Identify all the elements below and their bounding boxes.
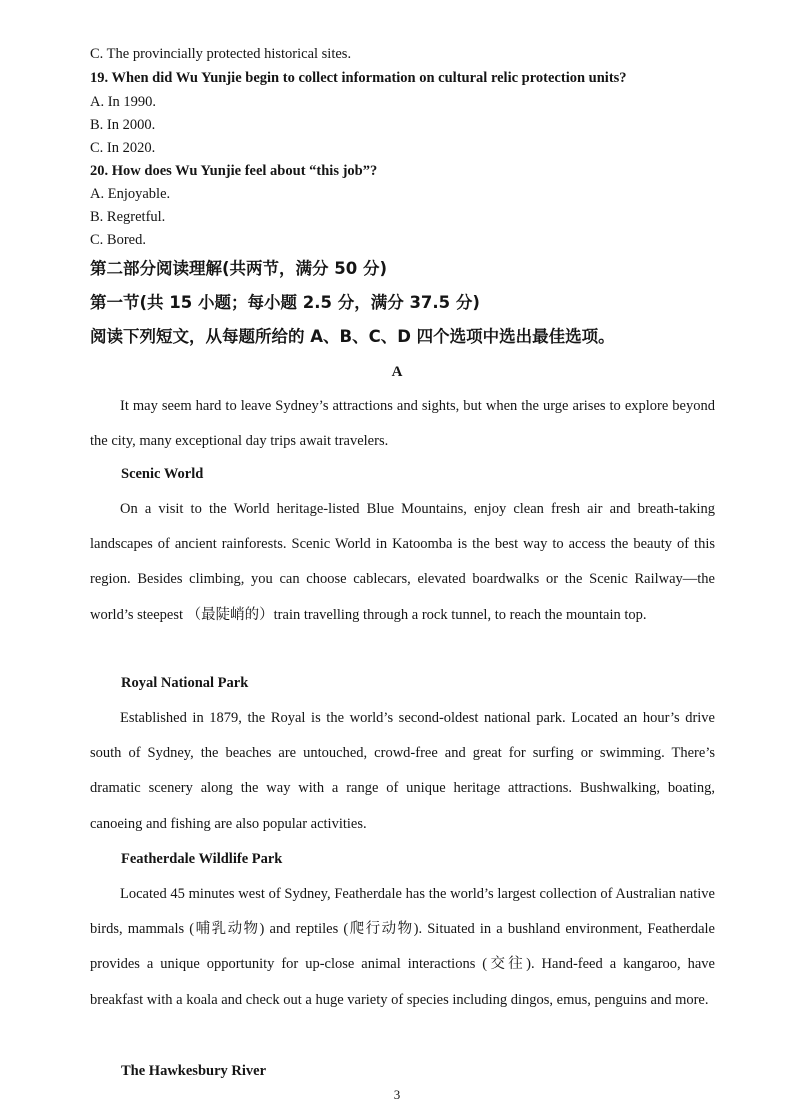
page-number: 3 [393,1087,401,1102]
royal-park-text: Established in 1879, the Royal is the world’s second-oldest national park. Located an hour’s drive south of Sydney, the beaches are untouched, crowd-free and great for surfing or swimming. There’s dramatic scenery along the way with a range of unique heritage attractions. Bushwalking, boating, canoeing and fishing are also popular activities. [90,710,715,832]
q19-option-c: C. In 2020. [90,140,156,156]
reading-instruction: 阅读下列短文，从每题所给的 A、B、C、D 四个选项中选出最佳选项。 [90,327,615,346]
q19-question: 19. When did Wu Yunjie begin to collect information on cultural relic protection units? [90,70,627,86]
q20-question: 20. How does Wu Yunjie feel about “this job”? [90,163,378,179]
passage-label: A [391,364,403,380]
passage-intro [90,389,715,459]
section-one-title: 第一节(共 15 小题；每小题 2.5 分，满分 37.5 分) [90,293,480,312]
royal-park-paragraph [90,701,715,842]
scenic-world-paragraph [90,492,715,633]
part-two-title: 第二部分阅读理解(共两节，满分 50 分) [90,259,388,278]
featherdale-text: Located 45 minutes west of Sydney, Featherdale has the world’s largest collection of Australian native birds, mammals (哺乳动物) and reptiles (爬行动物). Situated in a bushland environment, Featherdale provides a unique opportunity for up-close animal interactions (交往). Hand-feed a kangaroo, have breakfast with a koala and check out a huge variety of species including dingos, emus, penguins and more. [90,886,715,1008]
scenic-world-heading: Scenic World [121,466,204,482]
q20-option-a: A. Enjoyable. [90,186,171,202]
hawkesbury-heading: The Hawkesbury River [121,1063,266,1079]
q18-option-c: C. The provincially protected historical sites. [90,46,352,62]
scenic-world-text: On a visit to the World heritage-listed Blue Mountains, enjoy clean fresh air and breath-taking landscapes of ancient rainforests. Scenic World in Katoomba is the best way to access the beauty of this region. Besides climbing, you can choose cablecars, elevated boardwalks or the Scenic Railway—the world’s steepest （最陡峭的）train travelling through a rock tunnel, to reach the mountain top. [90,501,715,623]
q19-option-a: A. In 1990. [90,94,157,110]
royal-park-heading: Royal National Park [121,675,249,691]
featherdale-paragraph [90,877,715,1018]
q19-option-b: B. In 2000. [90,117,156,133]
q20-option-c: C. Bored. [90,232,146,248]
passage-intro-text: It may seem hard to leave Sydney’s attractions and sights, but when the urge arises to explore beyond the city, many exceptional day trips await travelers. [90,398,715,450]
q20-option-b: B. Regretful. [90,209,166,225]
featherdale-heading: Featherdale Wildlife Park [121,851,283,867]
